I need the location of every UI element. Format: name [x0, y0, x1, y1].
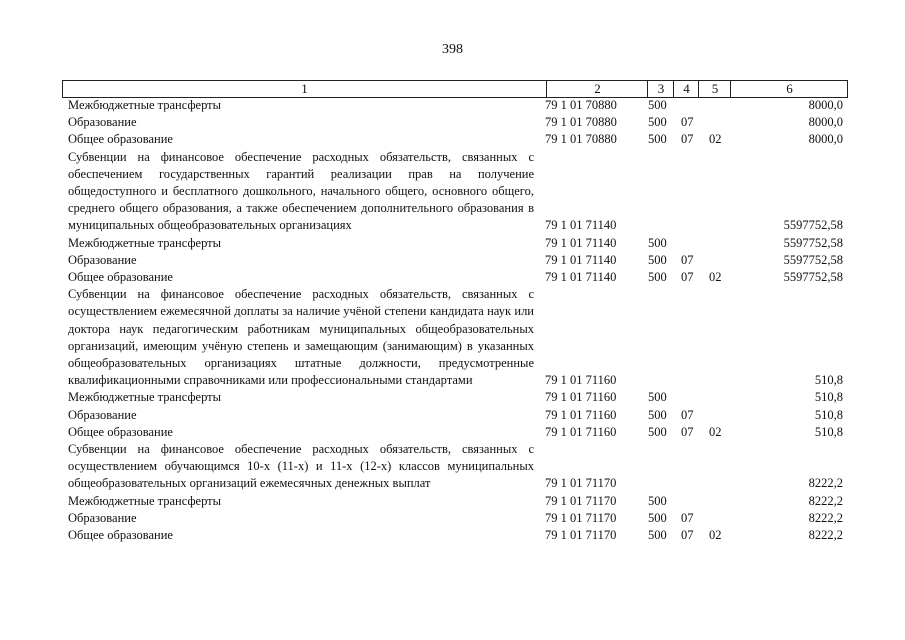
row-code: 79 1 01 71160 — [545, 424, 617, 439]
row-col3: 500 — [648, 510, 667, 525]
row-col3: 500 — [648, 390, 667, 405]
row-col4: 07 — [681, 407, 694, 422]
row-amount: 5597752,58 — [783, 270, 843, 285]
row-name: Образование — [68, 407, 137, 422]
row-col5: 02 — [709, 528, 722, 543]
table-row — [0, 131, 905, 148]
row-amount: 5597752,58 — [783, 218, 843, 233]
table-row — [0, 149, 905, 235]
row-amount: 8000,0 — [808, 132, 843, 147]
row-amount: 8000,0 — [808, 98, 843, 112]
row-col4: 07 — [681, 270, 694, 285]
row-col4: 07 — [681, 424, 694, 439]
row-code: 79 1 01 71140 — [545, 235, 617, 250]
row-amount: 510,8 — [814, 390, 843, 405]
row-code: 79 1 01 71160 — [545, 390, 617, 405]
row-amount: 8222,2 — [808, 476, 843, 491]
row-name: Образование — [68, 252, 137, 267]
row-col5: 02 — [709, 270, 722, 285]
column-header-6: 6 — [730, 81, 848, 97]
column-header-4: 4 — [673, 81, 699, 97]
row-amount: 510,8 — [814, 424, 843, 439]
row-code: 79 1 01 70880 — [545, 132, 617, 147]
row-col5: 02 — [709, 132, 722, 147]
row-name: Общее образование — [68, 270, 173, 285]
row-col4: 07 — [681, 115, 694, 130]
row-code: 79 1 01 71160 — [545, 407, 617, 422]
row-amount: 510,8 — [814, 407, 843, 422]
row-col3: 500 — [648, 252, 667, 267]
column-header-5: 5 — [698, 81, 731, 97]
row-name: Общее образование — [68, 528, 173, 543]
row-col4: 07 — [681, 528, 694, 543]
row-col3: 500 — [648, 407, 667, 422]
page-number: 398 — [442, 42, 463, 57]
row-col3: 500 — [648, 115, 667, 130]
table-row — [0, 527, 905, 544]
row-name: Общее образование — [68, 132, 173, 147]
row-name: Субвенции на финансовое обеспечение расходных обязательств, связанных с осуществлением обучающимся 10-х (11-х) и 11-х (12-х) классов муниципальных общеобразовательных организаций ежемесячных денежных выплат — [68, 442, 534, 491]
row-name: Межбюджетные трансферты — [68, 390, 222, 405]
row-amount: 8222,2 — [808, 510, 843, 525]
column-header-3: 3 — [647, 81, 674, 97]
table-column-header — [62, 80, 848, 98]
column-header-1: 1 — [301, 81, 308, 96]
row-col3: 500 — [648, 424, 667, 439]
row-col3: 500 — [648, 270, 667, 285]
row-name: Общее образование — [68, 424, 173, 439]
row-code: 79 1 01 71170 — [545, 528, 617, 543]
row-amount: 5597752,58 — [783, 235, 843, 250]
table-row — [0, 407, 905, 424]
row-name: Межбюджетные трансферты — [68, 493, 222, 508]
table-row — [0, 441, 905, 493]
table-row — [0, 114, 905, 131]
row-name: Межбюджетные трансферты — [68, 98, 222, 112]
row-name: Субвенции на финансовое обеспечение расходных обязательств, связанных с обеспечением государственных гарантий реализации прав на получение общедоступного и бесплатного дошкольного, начального общего, основного общего, среднего общего образования, а также обеспечением дополнительного образования в муниципальных общеобразовательных организациях — [68, 149, 534, 233]
row-col4: 07 — [681, 252, 694, 267]
row-col3: 500 — [648, 528, 667, 543]
row-code: 79 1 01 71160 — [545, 373, 617, 388]
row-name: Субвенции на финансовое обеспечение расходных обязательств, связанных с осуществлением ежемесячной доплаты за наличие учёной степени кандидата наук или доктора наук педагогическим работникам муниципальных общеобразовательных организаций, имеющим учёную степень и замещающим (занимающим) в указанных общеобразовательных организациях штатные должности, предусмотренные квалификационными справочниками или профессиональными стандартами — [68, 287, 534, 388]
row-code: 79 1 01 71170 — [545, 493, 617, 508]
row-code: 79 1 01 71170 — [545, 510, 617, 525]
row-amount: 8222,2 — [808, 493, 843, 508]
table-row — [0, 493, 905, 510]
row-amount: 8222,2 — [808, 528, 843, 543]
row-col5: 02 — [709, 424, 722, 439]
row-code: 79 1 01 70880 — [545, 98, 617, 112]
row-col3: 500 — [648, 98, 667, 112]
row-code: 79 1 01 71140 — [545, 270, 617, 285]
table-row — [0, 510, 905, 527]
table-row — [0, 269, 905, 286]
row-col3: 500 — [648, 132, 667, 147]
column-header-2: 2 — [546, 81, 648, 97]
row-col3: 500 — [648, 493, 667, 508]
row-col3: 500 — [648, 235, 667, 250]
row-amount: 510,8 — [814, 373, 843, 388]
row-code: 79 1 01 71170 — [545, 476, 617, 491]
row-code: 79 1 01 70880 — [545, 115, 617, 130]
row-col4: 07 — [681, 510, 694, 525]
row-name: Образование — [68, 115, 137, 130]
table-row — [0, 424, 905, 441]
table-body — [0, 97, 905, 544]
row-amount: 8000,0 — [808, 115, 843, 130]
row-amount: 5597752,58 — [783, 252, 843, 267]
table-row — [0, 286, 905, 389]
row-col4: 07 — [681, 132, 694, 147]
table-row — [0, 389, 905, 406]
row-code: 79 1 01 71140 — [545, 218, 617, 233]
table-row — [0, 97, 905, 114]
table-row — [0, 252, 905, 269]
row-name: Межбюджетные трансферты — [68, 235, 222, 250]
row-name: Образование — [68, 510, 137, 525]
table-row — [0, 235, 905, 252]
row-code: 79 1 01 71140 — [545, 252, 617, 267]
